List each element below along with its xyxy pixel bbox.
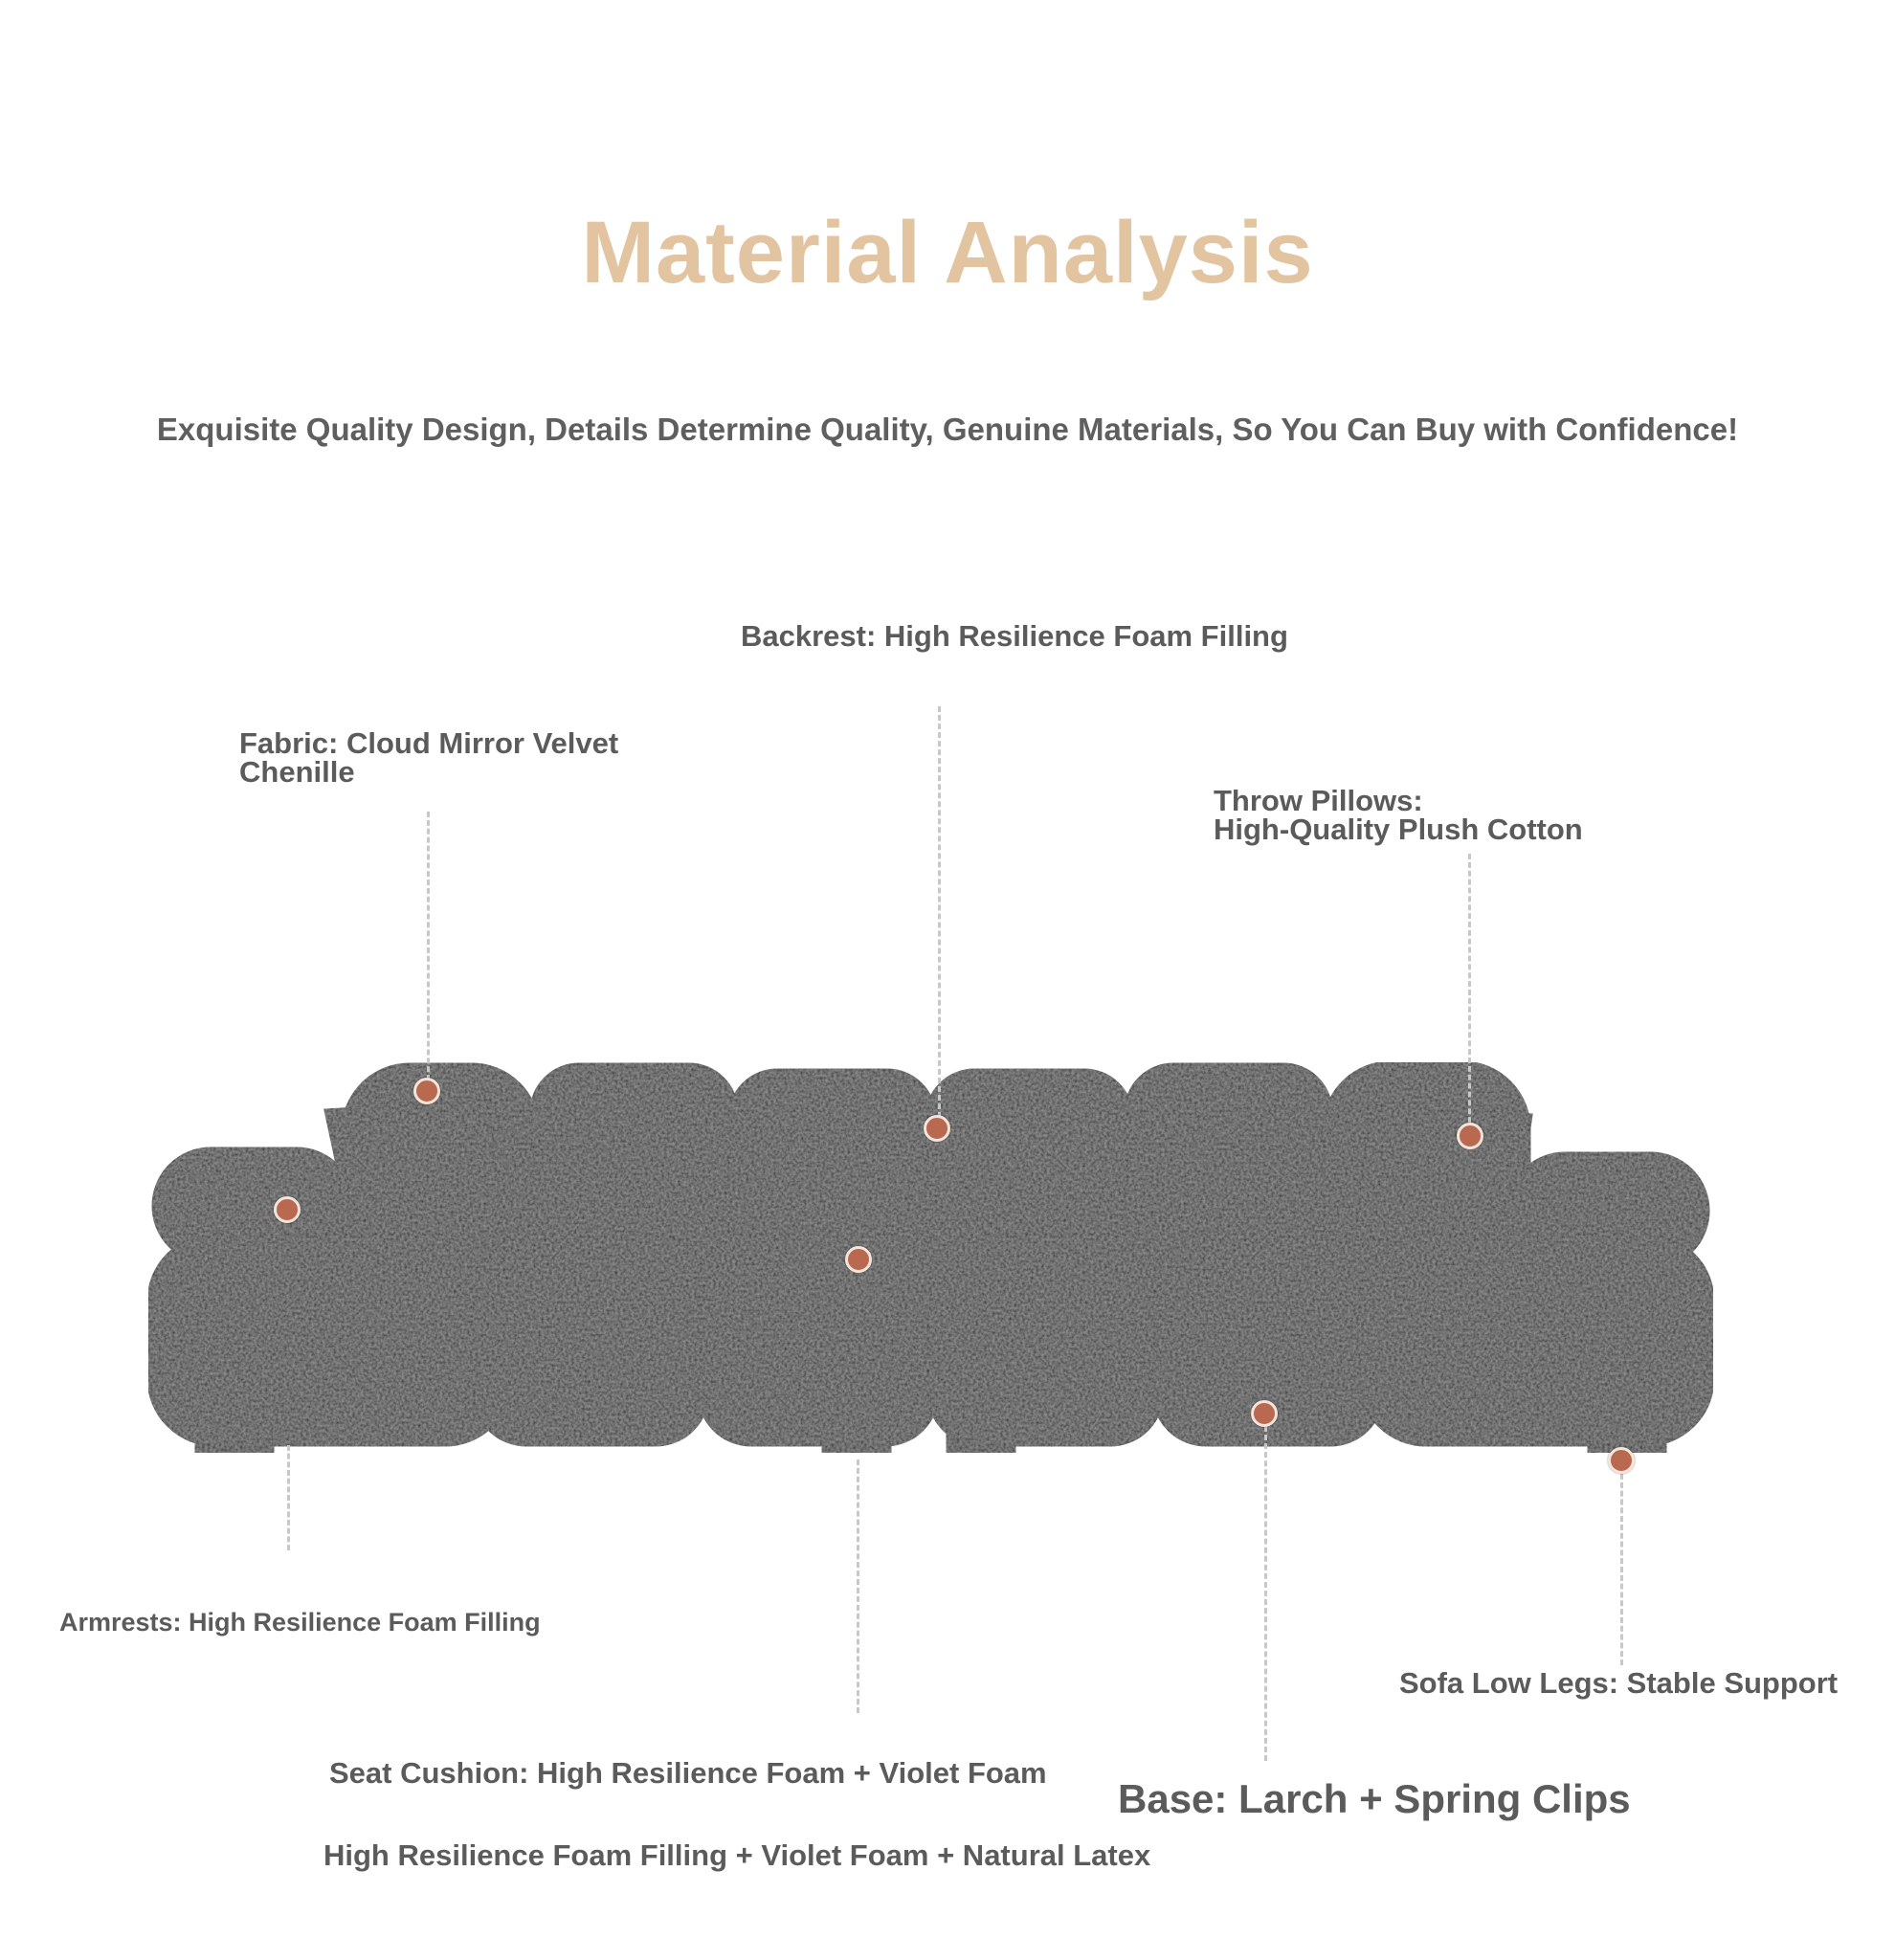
- seat-cushion: [1359, 1235, 1713, 1445]
- base-marker-dot: [1251, 1400, 1278, 1427]
- seat-filling-label: High Resilience Foam Filling + Violet Foam + Natural Latex: [323, 1838, 1151, 1872]
- seat-cushion-label: Seat Cushion: High Resilience Foam + Violet Foam: [329, 1756, 1047, 1790]
- page-title: Material Analysis: [581, 204, 1314, 301]
- throw-pillow-marker-dot: [1457, 1123, 1483, 1149]
- leader-line: [1264, 1426, 1267, 1761]
- page-subtitle: Exquisite Quality Design, Details Determine Quality, Genuine Materials, So You Can Buy with Confidence!: [156, 412, 1739, 447]
- leader-line: [1468, 854, 1471, 1131]
- throw-pillows-label: Throw Pillows: High-Quality Plush Cotton: [1214, 784, 1583, 846]
- seat-cushion: [928, 1235, 1163, 1445]
- legs-label: Sofa Low Legs: Stable Support: [1399, 1666, 1839, 1700]
- legs-marker-dot: [1608, 1447, 1635, 1474]
- armrest-marker-dot: [274, 1196, 301, 1223]
- backrest-marker-dot: [924, 1115, 950, 1142]
- leader-line: [938, 706, 941, 1118]
- leader-line: [1620, 1474, 1623, 1665]
- backrest-label: Backrest: High Resilience Foam Filling: [741, 619, 1288, 653]
- fabric-label: Fabric: Cloud Mirror Velvet Chenille: [239, 726, 619, 789]
- fabric-marker-dot: [413, 1078, 440, 1104]
- seat-cushion: [148, 1235, 512, 1445]
- armrests-label: Armrests: High Resilience Foam Filling: [59, 1608, 541, 1637]
- seat-cushion: [699, 1235, 938, 1445]
- seat-cushion: [474, 1235, 708, 1445]
- leader-line: [427, 812, 430, 1089]
- throw-pillow: [1354, 1105, 1531, 1244]
- base-label: Base: Larch + Spring Clips: [1118, 1776, 1631, 1821]
- leader-line: [287, 1445, 290, 1550]
- seat-cushion-marker-dot: [845, 1246, 872, 1273]
- leader-line: [857, 1459, 859, 1713]
